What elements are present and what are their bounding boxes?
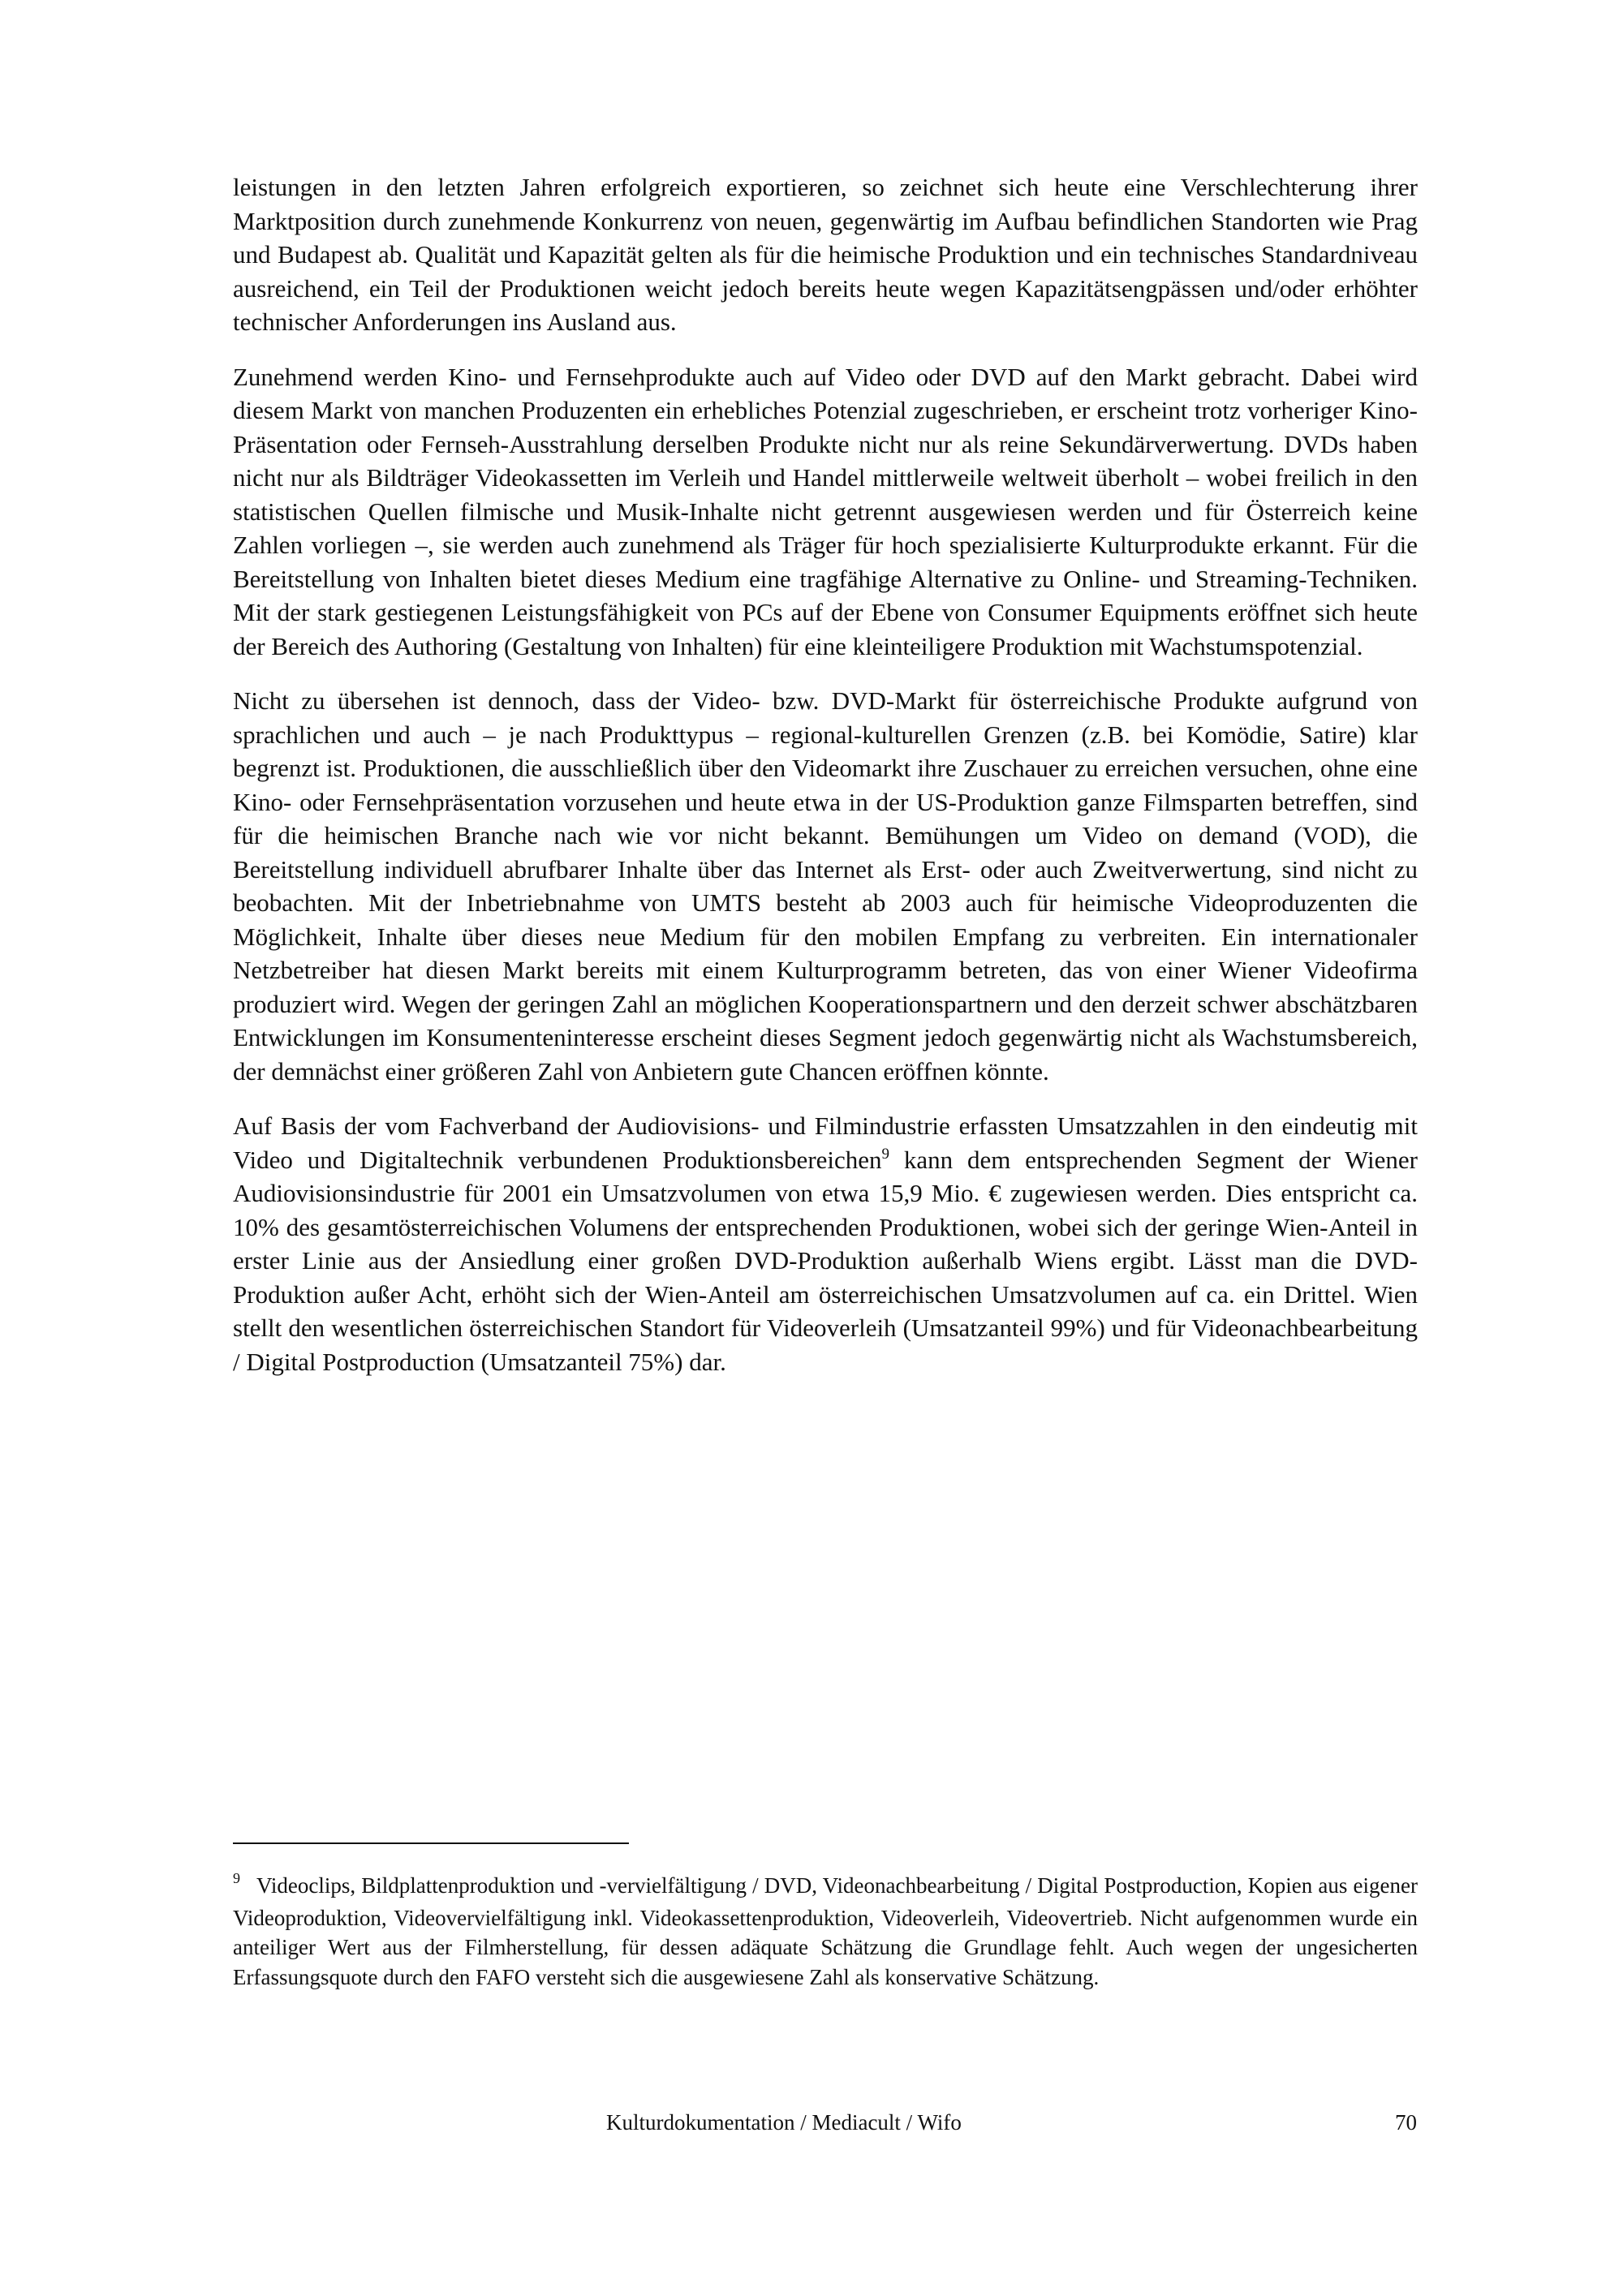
paragraph: Nicht zu übersehen ist dennoch, dass der Video- bzw. DVD-Markt für österreichische Produkte aufgrund von sprachlichen und auch – je nach Produkttypus – regional-kulturellen Grenzen (z.B. bei Komödie, Satire) klar begrenzt ist. Produktionen, die ausschließlich über den Videomarkt ihre Zuschauer zu erreichen versuchen, ohne eine Kino- oder Fernsehpräsentation vorzusehen und heute etwa in der US-Produktion ganze Filmsparten betreffen, sind für die heimischen Branche nach wie vor nicht bekannt. Bemühungen um Video on demand (VOD), die Bereitstellung individuell abrufbarer Inhalte über das Internet als Erst- oder auch Zweitverwertung, sind nicht zu beobachten. Mit der Inbetriebnahme von UMTS besteht ab 2003 auch für heimische Videoproduzenten die Möglichkeit, Inhalte über dieses neue Medium für den mobilen Empfang zu verbreiten. Ein internationaler Netzbetreiber hat diesen Markt bereits mit einem Kulturprogramm betreten, das von einer Wiener Videofirma produziert wird. Wegen der geringen Zahl an möglichen Kooperationspartnern und den derzeit schwer abschätzbaren Entwicklungen im Konsumenteninteresse erscheint dieses Segment jedoch gegenwärtig nicht als Wachstumsbereich, der demnächst einer größeren Zahl von Anbietern gute Chancen eröffnen könnte. bbox=[233, 686, 1418, 1086]
footnote-number: 9 bbox=[233, 1870, 240, 1886]
footer-source: Kulturdokumentation / Mediacult / Wifo bbox=[606, 2110, 962, 2135]
paragraph-text-after-footnote: kann dem entsprechenden Segment der Wiener Audiovisionsindustrie für 2001 ein Umsatzvolumen von etwa 15,9 Mio. € zugewiesen werden. Dies entspricht ca. 10% des gesamtösterreichischen Volumens der entsprechenden Produktionen, wobei sich der geringe Wien-Anteil in erster Linie aus der Ansiedlung einer großen DVD-Produktion außerhalb Wiens ergibt. Lässt man die DVD-Produktion außer Acht, erhöht sich der Wien-Anteil am österreichischen Umsatzvolumen auf ca. ein Drittel. Wien stellt den wesentlichen österreichischen Standort für Videoverleih (Umsatzanteil 99%) und für Videonachbearbeitung / Digital Postproduction (Umsatzanteil 75%) dar. bbox=[233, 1145, 1418, 1376]
footnote bbox=[233, 1871, 1418, 1992]
paragraph bbox=[233, 1109, 1418, 1378]
footnote-separator bbox=[233, 1842, 629, 1844]
page-number: 70 bbox=[1395, 2110, 1417, 2135]
paragraph: leistungen in den letzten Jahren erfolgreich exportieren, so zeichnet sich heute eine Verschlechterung ihrer Marktposition durch zunehmende Konkurrenz von neuen, gegenwärtig im Aufbau befindlichen Standorten wie Prag und Budapest ab. Qualität und Kapazität gelten als für die heimische Produktion und ein technisches Standardniveau ausreichend, ein Teil der Produktionen weicht jedoch bereits heute wegen Kapazitätsengpässen und/oder erhöhter technischer Anforderungen ins Ausland aus. bbox=[233, 173, 1418, 336]
body-text bbox=[233, 170, 1418, 1400]
footnote-text: Videoclips, Bildplattenproduktion und -vervielfältigung / DVD, Videonachbearbeitung / Digital Postproduction, Kopien aus eigener Videoproduktion, Videovervielfältigung inkl. Videokassettenproduktion, Videoverleih, Videovertrieb. Nicht aufgenommen wurde ein anteiliger Wert aus der Filmherstellung, für dessen adäquate Schätzung die Grundlage fehlt. Auch wegen der ungesicherten Erfassungsquote durch den FAFO versteht sich die ausgewiesene Zahl als konservative Schätzung. bbox=[233, 1873, 1418, 1989]
paragraph: Zunehmend werden Kino- und Fernsehprodukte auch auf Video oder DVD auf den Markt gebracht. Dabei wird diesem Markt von manchen Produzenten ein erhebliches Potenzial zugeschrieben, er erscheint trotz vorheriger Kino-Präsentation oder Fernseh-Ausstrahlung derselben Produkte nicht nur als reine Sekundärverwertung. DVDs haben nicht nur als Bildträger Videokassetten im Verleih und Handel mittlerweile weltweit überholt – wobei freilich in den statistischen Quellen filmische und Musik-Inhalte nicht getrennt ausgewiesen werden und für Österreich keine Zahlen vorliegen –, sie werden auch zunehmend als Träger für hoch spezialisierte Kulturprodukte erkannt. Für die Bereitstellung von Inhalten bietet dieses Medium eine tragfähige Alternative zu Online- und Streaming-Techniken. Mit der stark gestiegenen Leistungsfähigkeit von PCs auf der Ebene von Consumer Equipments eröffnet sich heute der Bereich des Authoring (Gestaltung von Inhalten) für eine kleinteiligere Produktion mit Wachstumspotenzial. bbox=[233, 362, 1418, 660]
paragraph-text-before-footnote: Auf Basis der vom Fachverband der Audiovisions- und Filmindustrie erfassten Umsatzzahlen in den eindeutig mit Video und Digitaltechnik verbundenen Produktionsbereichen bbox=[233, 1111, 1418, 1174]
footnote-reference[interactable]: 9 bbox=[881, 1145, 890, 1163]
